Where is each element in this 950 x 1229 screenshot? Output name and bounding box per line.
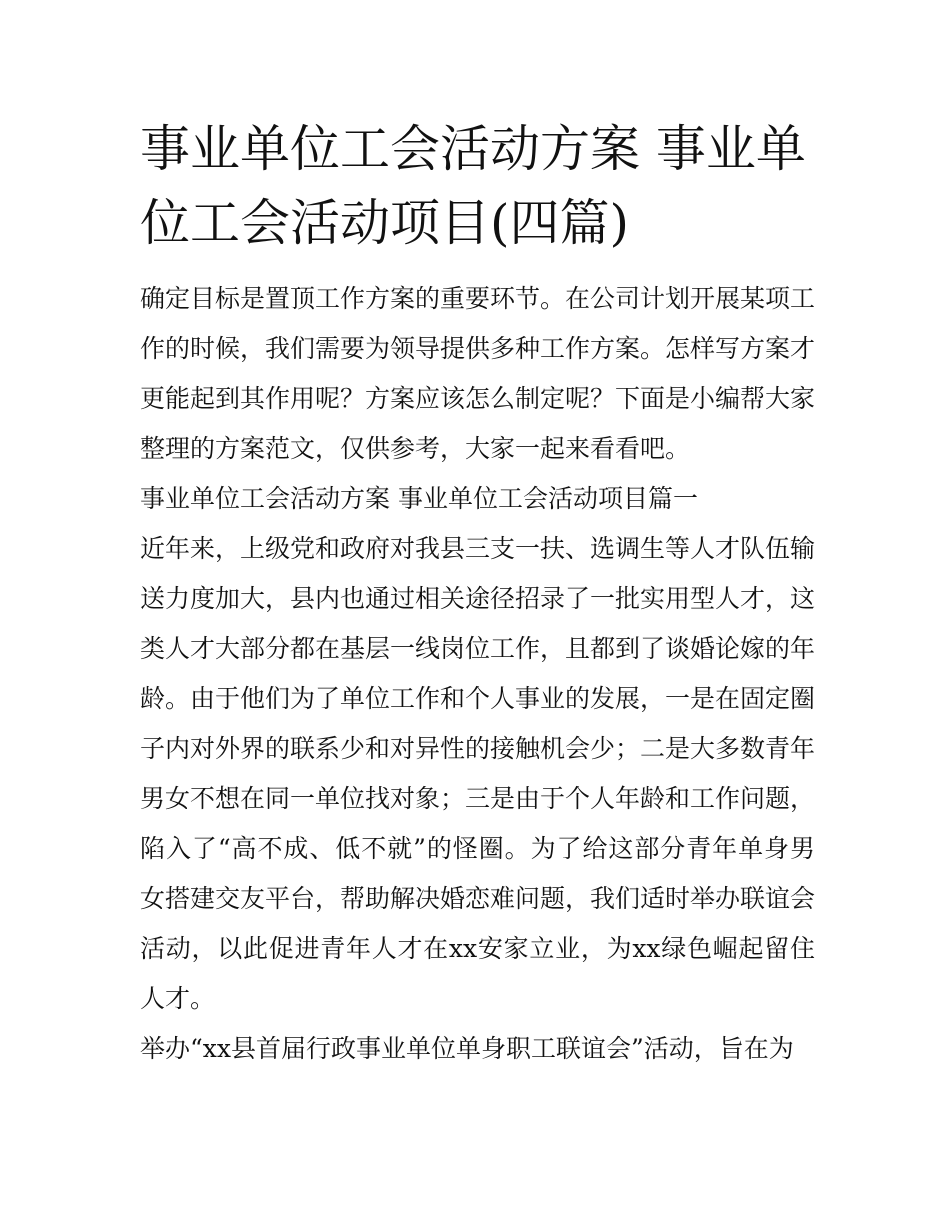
body-paragraph: 近年来，上级党和政府对我县三支一扶、选调生等人才队伍输送力度加大，县内也通过相关途径招录了一批实用型人才，这类人才大部分都在基层一线岗位工作，且都到了谈婚论嫁的年龄。由于他们为了单位工作和个人事业的发展，一是在固定圈子内对外界的联系少和对异性的接触机会少；二是大多数青年男女不想在同一单位找对象；三是由于个人年龄和工作问题，陷入了“高不成、低不就”的怪圈。为了给这部分青年单身男女搭建交友平台，帮助解决婚恋难问题，我们适时举办联谊会活动，以此促进青年人才在xx安家立业，为xx绿色崛起留住人才。 xyxy=(140,534,816,1013)
document-body xyxy=(140,274,815,1074)
section-heading: 事业单位工会活动方案 事业单位工会活动项目篇一 xyxy=(140,484,698,513)
body-paragraph-continued: 举办“xx县首届行政事业单位单身职工联谊会”活动，旨在为 xyxy=(140,1034,794,1063)
document-title: 事业单位工会活动方案 事业单位工会活动项目(四篇) xyxy=(140,120,806,252)
intro-paragraph: 确定目标是置顶工作方案的重要环节。在公司计划开展某项工作的时候，我们需要为领导提供多种工作方案。怎样写方案才更能起到其作用呢？方案应该怎么制定呢？下面是小编帮大家整理的方案范文，仅供参考，大家一起来看看吧。 xyxy=(140,284,816,463)
